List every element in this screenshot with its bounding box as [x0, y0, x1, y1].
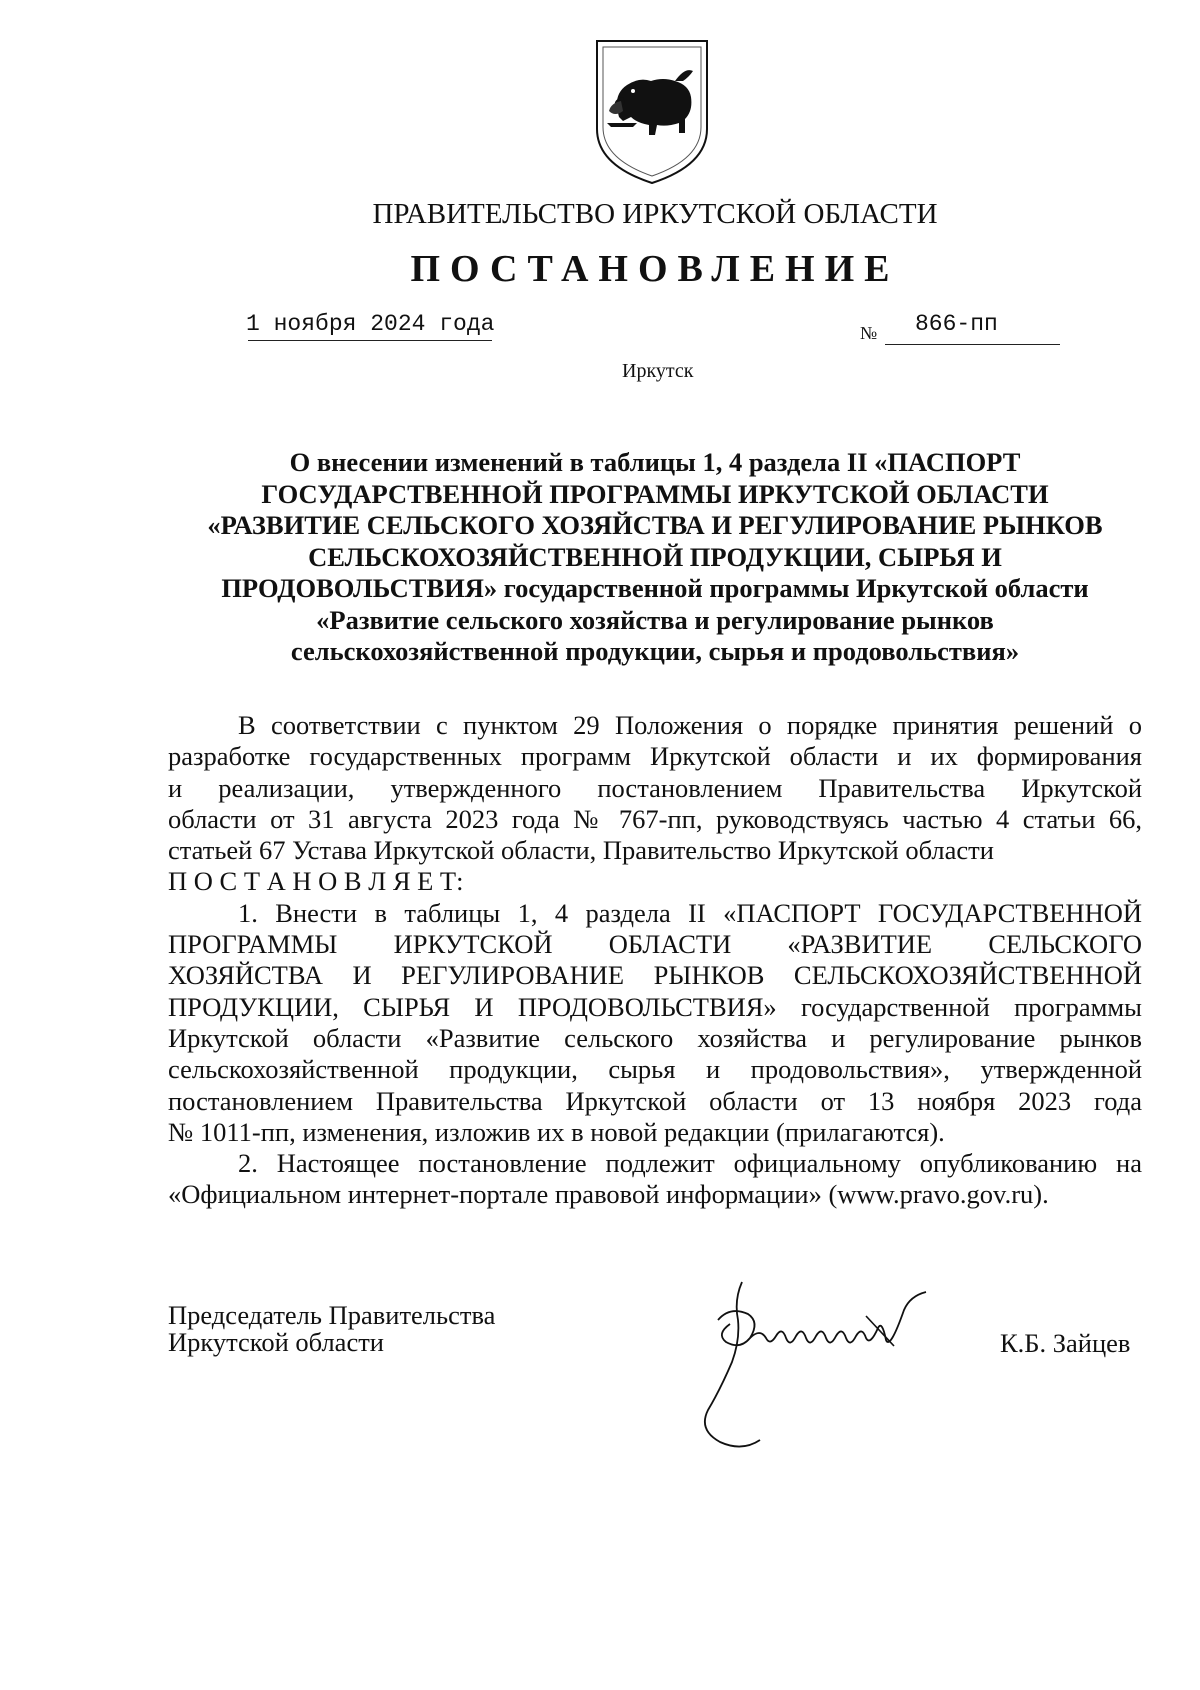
body-line: разработке государственных программ Иркутской области и их формирования [168, 741, 1142, 772]
number-label: № [860, 323, 878, 343]
number-underline [885, 344, 1060, 345]
coat-of-arms-icon [593, 37, 711, 187]
body-line: В соответствии с пунктом 29 Положения о порядке принятия решений о [238, 710, 1142, 740]
body-line: 1. Внести в таблицы 1, 4 раздела II «ПАСПОРТ ГОСУДАРСТВЕННОЙ [238, 897, 1142, 928]
signatory-position [168, 1302, 495, 1356]
body-line: «Официальном интернет-портале правовой информации» (www.pravo.gov.ru). [168, 1179, 1049, 1210]
document-subject [150, 447, 1160, 668]
subject-line: СЕЛЬСКОХОЗЯЙСТВЕННОЙ ПРОДУКЦИИ, СЫРЬЯ И [308, 541, 1002, 572]
body-line: ХОЗЯЙСТВА И РЕГУЛИРОВАНИЕ РЫНКОВ СЕЛЬСКОХОЗЯЙСТВЕННОЙ [168, 960, 1142, 991]
body-line: ПРОДУКЦИИ, СЫРЬЯ И ПРОДОВОЛЬСТВИЯ» государственной программы [168, 991, 1142, 1022]
subject-line: сельскохозяйственной продукции, сырья и продовольствия» [290, 636, 1020, 666]
body-line: ПРОГРАММЫ ИРКУТСКОЙ ОБЛАСТИ «РАЗВИТИЕ СЕЛЬСКОГО [168, 929, 1142, 960]
body-line: постановлением Правительства Иркутской области от 13 ноября 2023 года [168, 1085, 1142, 1116]
government-title: ПРАВИТЕЛЬСТВО ИРКУТСКОЙ ОБЛАСТИ [372, 198, 938, 230]
body-line: 2. Настоящее постановление подлежит официальному опубликованию на [238, 1148, 1142, 1179]
document-date: 1 ноября 2024 года [246, 311, 495, 337]
date-underline [248, 340, 492, 341]
subject-line: О внесении изменений в таблицы 1, 4 раздела II «ПАСПОРТ [289, 447, 1021, 477]
body-line: сельскохозяйственной продукции, сырья и продовольствия», утвержденной [168, 1054, 1142, 1085]
body-line: № 1011-пп, изменения, изложив их в новой редакции (прилагаются). [168, 1116, 945, 1147]
signer-name: К.Б. Зайцев [1000, 1328, 1131, 1358]
body-line: и реализации, утвержденного постановлением Правительства Иркутской [168, 772, 1142, 803]
subject-line: «Развитие сельского хозяйства и регулирование рынков [316, 604, 994, 635]
handwritten-signature-icon [690, 1280, 970, 1460]
subject-line: ГОСУДАРСТВЕННОЙ ПРОГРАММЫ ИРКУТСКОЙ ОБЛАСТИ [261, 478, 1049, 509]
document-body [168, 710, 1142, 1211]
city-name: Иркутск [622, 360, 694, 382]
body-line: Иркутской области «Развитие сельского хозяйства и регулирование рынков [168, 1022, 1142, 1053]
subject-line: ПРОДОВОЛЬСТВИЯ» государственной программы Иркутской области [221, 573, 1089, 603]
document-type-title: ПОСТАНОВЛЕНИЕ [410, 248, 900, 290]
document-number: 866-пп [915, 311, 998, 337]
body-line: области от 31 августа 2023 года № 767-пп, руководствуясь частью 4 статьи 66, [168, 803, 1142, 834]
signatory-position-line: Иркутской области [168, 1327, 384, 1357]
signatory-position-line: Председатель Правительства [168, 1300, 496, 1330]
subject-line: «РАЗВИТИЕ СЕЛЬСКОГО ХОЗЯЙСТВА И РЕГУЛИРОВАНИЕ РЫНКОВ [207, 510, 1103, 540]
body-line: статьей 67 Устава Иркутской области, Правительство Иркутской области [168, 835, 994, 866]
resolves-line: П О С Т А Н О В Л Я Е Т: [168, 866, 464, 897]
